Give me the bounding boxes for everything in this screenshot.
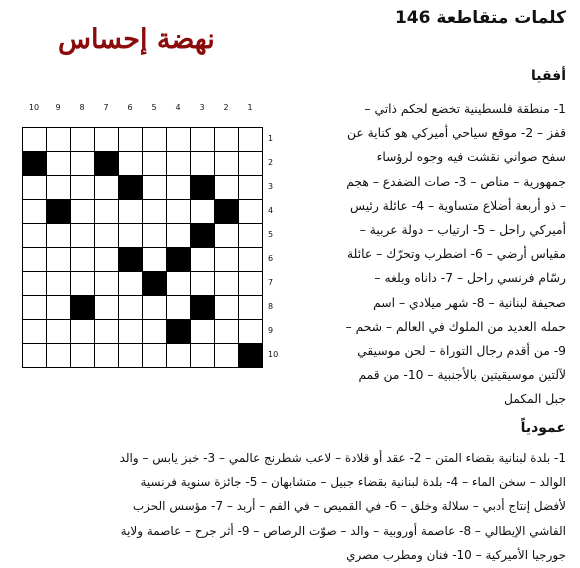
crossword-grid-container [18, 103, 288, 378]
grid-cell[interactable] [47, 344, 71, 368]
across-clue-line: سفح صواني نقشت فيه وجوه لرؤساء [376, 150, 566, 165]
grid-cell[interactable] [239, 176, 263, 200]
grid-cell[interactable] [167, 152, 191, 176]
grid-cell[interactable] [119, 128, 143, 152]
grid-cell[interactable] [47, 296, 71, 320]
grid-cell[interactable] [143, 248, 167, 272]
grid-cell-black [239, 344, 263, 368]
grid-cell[interactable] [71, 320, 95, 344]
grid-cell-black [167, 248, 191, 272]
row-number: 7 [268, 278, 274, 287]
down-heading: عمودياً [520, 420, 566, 436]
page-title: كلمات متقاطعة 146 [394, 8, 566, 28]
row-number: 6 [268, 254, 274, 263]
column-number: 10 [28, 103, 40, 112]
grid-cell[interactable] [23, 224, 47, 248]
grid-cell-black [23, 152, 47, 176]
grid-cell-black [47, 200, 71, 224]
grid-cell[interactable] [95, 344, 119, 368]
grid-cell[interactable] [167, 224, 191, 248]
grid-cell[interactable] [143, 296, 167, 320]
down-clue-line: لأفضل إنتاج أدبي – سلالة وخلق – 6- في القميص – في الفم – أربد – 7- مؤسس الحزب [132, 499, 566, 514]
grid-cell[interactable] [95, 224, 119, 248]
grid-cell[interactable] [143, 344, 167, 368]
grid-cell[interactable] [215, 224, 239, 248]
row-numbers [268, 127, 284, 377]
grid-cell[interactable] [191, 320, 215, 344]
grid-cell[interactable] [23, 296, 47, 320]
grid-cell[interactable] [95, 296, 119, 320]
grid-cell[interactable] [239, 152, 263, 176]
grid-cell[interactable] [239, 128, 263, 152]
grid-cell[interactable] [167, 128, 191, 152]
row-number: 9 [268, 326, 274, 335]
grid-cell-black [191, 296, 215, 320]
across-clue-line: جمهورية – مناص – 3- صات الضفدع – هجم [346, 174, 566, 189]
grid-cell[interactable] [95, 128, 119, 152]
down-clue-line: جورجيا الأميركية – 10- فنان ومطرب مصري [346, 547, 566, 562]
column-numbers [22, 103, 262, 119]
grid-cell[interactable] [47, 248, 71, 272]
grid-cell[interactable] [71, 344, 95, 368]
row-number: 3 [268, 182, 274, 191]
grid-cell[interactable] [71, 272, 95, 296]
grid-cell[interactable] [95, 272, 119, 296]
across-clue-line: 9- من أقدم رجال التوراة – لحن موسيقي [357, 344, 566, 359]
grid-cell[interactable] [95, 320, 119, 344]
grid-cell-black [71, 296, 95, 320]
down-clue-line: الوالد – سخن الماء – 4- بلدة لبنانية بقضاء جبيل – متشابهان – 5- جائزة سنوية فرنسية [140, 475, 566, 490]
grid-cell[interactable] [47, 272, 71, 296]
across-clue-line: 1- منطقة فلسطينية تخضع لحكم ذاتي – [364, 102, 566, 116]
grid-cell-black [191, 176, 215, 200]
across-clue-line: صحيفة لبنانية – 8- شهر ميلادي – اسم [373, 295, 566, 310]
grid-cell[interactable] [167, 344, 191, 368]
grid-cell[interactable] [215, 176, 239, 200]
grid-cell[interactable] [215, 152, 239, 176]
grid-cell[interactable] [239, 200, 263, 224]
down-clues [6, 446, 566, 567]
grid-cell-black [95, 152, 119, 176]
grid-cell[interactable] [71, 176, 95, 200]
grid-cell[interactable] [143, 152, 167, 176]
grid-cell[interactable] [167, 296, 191, 320]
grid-cell[interactable] [191, 248, 215, 272]
row-number: 2 [268, 158, 274, 167]
across-heading: أفقيا [530, 68, 566, 84]
grid-cell[interactable] [215, 344, 239, 368]
grid-cell[interactable] [23, 128, 47, 152]
grid-cell[interactable] [167, 176, 191, 200]
column-number: 4 [175, 103, 181, 112]
grid-cell[interactable] [191, 200, 215, 224]
brand-logo-text: نهضة إحساس [58, 24, 215, 55]
grid-cell[interactable] [71, 152, 95, 176]
row-number: 1 [268, 134, 274, 143]
grid-cell[interactable] [23, 344, 47, 368]
grid-cell[interactable] [47, 320, 71, 344]
grid-cell[interactable] [95, 248, 119, 272]
column-number: 5 [151, 103, 157, 112]
grid-cell[interactable] [23, 248, 47, 272]
grid-cell[interactable] [119, 344, 143, 368]
row-number: 4 [268, 206, 274, 215]
grid-cell[interactable] [239, 296, 263, 320]
across-clue-line: – ذو أربعة أضلاع متساوية – 4- عائلة رئيس [350, 198, 566, 213]
grid-cell[interactable] [143, 128, 167, 152]
grid-cell[interactable] [71, 224, 95, 248]
grid-cell[interactable] [191, 128, 215, 152]
grid-cell[interactable] [191, 272, 215, 296]
grid-cell[interactable] [119, 272, 143, 296]
grid-cell[interactable] [23, 320, 47, 344]
grid-cell[interactable] [239, 272, 263, 296]
grid-cell[interactable] [143, 200, 167, 224]
column-number: 3 [199, 103, 205, 112]
grid-cell-black [143, 272, 167, 296]
grid-cell[interactable] [47, 152, 71, 176]
grid-cell[interactable] [215, 248, 239, 272]
grid-cell[interactable] [239, 248, 263, 272]
grid-cell[interactable] [119, 200, 143, 224]
grid-cell[interactable] [23, 200, 47, 224]
grid-cell[interactable] [215, 320, 239, 344]
across-clue-line: قفز – 2- موقع سياحي أميركي هو كناية عن [346, 126, 566, 141]
grid-cell[interactable] [71, 248, 95, 272]
grid-cell[interactable] [191, 152, 215, 176]
grid-cell[interactable] [95, 200, 119, 224]
across-clue-line: حمله العديد من الملوك في العالم – شحم – [345, 319, 566, 334]
grid-cell[interactable] [167, 200, 191, 224]
column-number: 8 [79, 103, 85, 112]
across-clue-line: جبل المكمل [503, 392, 566, 407]
across-clue-line: رسّام فرنسي راحل – 7- داناه وبلغه – [374, 271, 566, 286]
grid-cell[interactable] [95, 176, 119, 200]
grid-cell[interactable] [47, 224, 71, 248]
across-clues [276, 97, 566, 412]
column-number: 2 [223, 103, 229, 112]
grid-cell[interactable] [119, 296, 143, 320]
grid-cell[interactable] [191, 344, 215, 368]
grid-cell[interactable] [119, 320, 143, 344]
grid-cell[interactable] [23, 272, 47, 296]
grid-cell-black [191, 224, 215, 248]
grid-cell-black [119, 248, 143, 272]
grid-cell[interactable] [23, 176, 47, 200]
grid-cell[interactable] [143, 176, 167, 200]
grid-cell-black [119, 176, 143, 200]
grid-cell[interactable] [47, 176, 71, 200]
grid-cell[interactable] [215, 296, 239, 320]
row-number: 10 [268, 350, 279, 359]
grid-cell[interactable] [119, 224, 143, 248]
down-clue-line: 1- بلدة لبنانية بقضاء المتن – 2- عقد أو قلادة – لاعب شطرنج عالمي – 3- خبز يابس – والد [119, 451, 566, 465]
column-number: 1 [247, 103, 253, 112]
grid-cell-black [167, 320, 191, 344]
grid-cell[interactable] [71, 200, 95, 224]
column-number: 7 [103, 103, 109, 112]
crossword-grid [22, 127, 263, 368]
grid-cell[interactable] [143, 224, 167, 248]
grid-cell[interactable] [71, 128, 95, 152]
down-clue-line: الفاشي الإيطالي – 8- عاصمة أوروبية – والد – صوّت الرصاص – 9- أثر جرح – عاصمة ولاية [120, 523, 566, 538]
grid-cell[interactable] [143, 320, 167, 344]
grid-cell[interactable] [119, 152, 143, 176]
across-clue-line: مقياس أرضي – 6- اضطرب وتحرّك – عائلة [347, 247, 566, 262]
grid-cell[interactable] [215, 272, 239, 296]
grid-cell[interactable] [239, 224, 263, 248]
grid-cell-black [215, 200, 239, 224]
row-number: 8 [268, 302, 274, 311]
column-number: 9 [55, 103, 61, 112]
across-clue-line: أميركي راحل – 5- ارتياب – دولة عربية – [359, 223, 566, 238]
grid-cell[interactable] [167, 272, 191, 296]
row-number: 5 [268, 230, 274, 239]
column-number: 6 [127, 103, 133, 112]
grid-cell[interactable] [215, 128, 239, 152]
grid-cell[interactable] [239, 320, 263, 344]
across-clue-line: لآلتين موسيقيتين بالأجنبية – 10- من قمم [358, 368, 566, 383]
grid-cell[interactable] [47, 128, 71, 152]
